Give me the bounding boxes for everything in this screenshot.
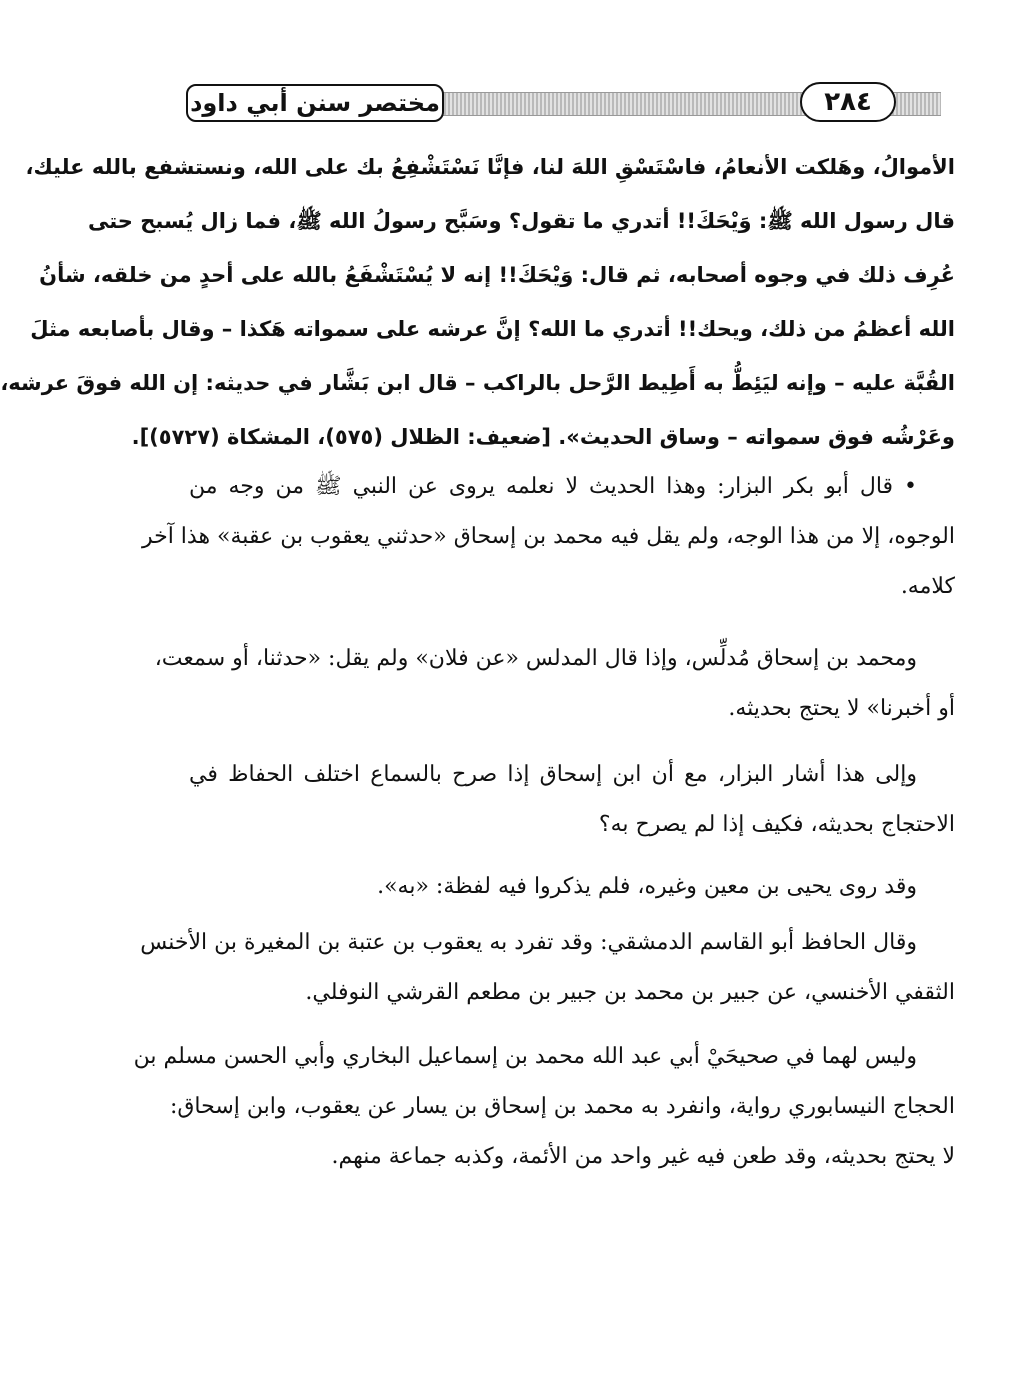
paragraph-line: كلامه. <box>900 574 955 599</box>
paragraph-line: • قال أبو بكر البزار: وهذا الحديث لا نعلمه يروى عن النبي ﷺ من وجه من <box>189 474 917 499</box>
book-title: مختصر سنن أبي داود <box>186 84 444 122</box>
paragraph-line: وليس لهما في صحيحَيْ أبي عبد الله محمد بن إسماعيل البخاري وأبي الحسن مسلم بن <box>133 1044 917 1069</box>
hadith-line: القُبَّة عليه – وإنه ليَئِطُّ به أَطِيط الرَّحل بالراكب – قال ابن بَشَّار في حديثه: إن الله فوقَ عرشه، <box>0 371 955 395</box>
hadith-text <box>0 140 955 464</box>
paragraph-line: الحجاج النيسابوري رواية، وانفرد به محمد بن إسحاق بن يسار عن يعقوب، وابن إسحاق: <box>169 1094 955 1119</box>
hadith-line: قال رسول الله ﷺ: وَيْحَكَ!! أتدري ما تقول؟ وسَبَّح رسولُ الله ﷺ، فما زال يُسبح حتى <box>87 209 955 233</box>
paragraph-line: الثقفي الأخنسي، عن جبير بن محمد بن جبير بن مطعم القرشي النوفلي. <box>305 980 955 1005</box>
commentary-paragraph <box>154 634 955 734</box>
paragraph-line: لا يحتج بحديثه، وقد طعن فيه غير واحد من الأئمة، وكذبه جماعة منهم. <box>331 1144 955 1169</box>
paragraph-line: الوجوه، إلا من هذا الوجه، ولم يقل فيه محمد بن إسحاق «حدثني يعقوب بن عقبة» هذا آخر <box>141 524 955 549</box>
paragraph-line: وإلى هذا أشار البزار، مع أن ابن إسحاق إذا صرح بالسماع اختلف الحفاظ في <box>189 762 917 787</box>
hadith-line: عُرِف ذلك في وجوه أصحابه، ثم قال: وَيْحَكَ!! إنه لا يُسْتَشْفَعُ بالله على أحدٍ من خلقه، شأنُ <box>39 263 955 287</box>
paragraph-line: أو أخبرنا» لا يحتج بحديثه. <box>728 696 955 721</box>
paragraph-line: ومحمد بن إسحاق مُدلِّس، وإذا قال المدلس «عن فلان» ولم يقل: «حدثنا، أو سمعت، <box>154 646 917 671</box>
commentary-paragraph <box>141 462 955 612</box>
commentary-paragraph <box>189 862 955 912</box>
page-header <box>186 80 951 130</box>
paragraph-line: وقد روى يحيى بن معين وغيره، فلم يذكروا فيه لفظة: «به». <box>377 874 917 899</box>
paragraph-line: وقال الحافظ أبو القاسم الدمشقي: وقد تفرد به يعقوب بن عتبة بن المغيرة بن الأخنس <box>140 930 917 955</box>
commentary-paragraph <box>140 918 955 1018</box>
commentary-paragraph <box>189 750 955 850</box>
hadith-line: وعَرْشُه فوق سمواته – وساق الحديث». [ضعيف: الظلال (٥٧٥)، المشكاة (٥٧٢٧)]. <box>131 425 955 449</box>
commentary-paragraph <box>133 1032 955 1182</box>
hadith-line: الأموالُ، وهَلكت الأنعامُ، فاسْتَسْقِ اللهَ لنا، فإنَّا نَسْتَشْفِعُ بك على الله، ونستشفع بالله عليك، <box>25 155 955 179</box>
hadith-line: الله أعظمُ من ذلك، ويحك!! أتدري ما الله؟ إنَّ عرشه على سمواته هَكذا – وقال بأصابعه مثلَ <box>30 317 955 341</box>
page-number: ٢٨٤ <box>800 82 896 122</box>
paragraph-line: الاحتجاج بحديثه، فكيف إذا لم يصرح به؟ <box>598 812 955 837</box>
